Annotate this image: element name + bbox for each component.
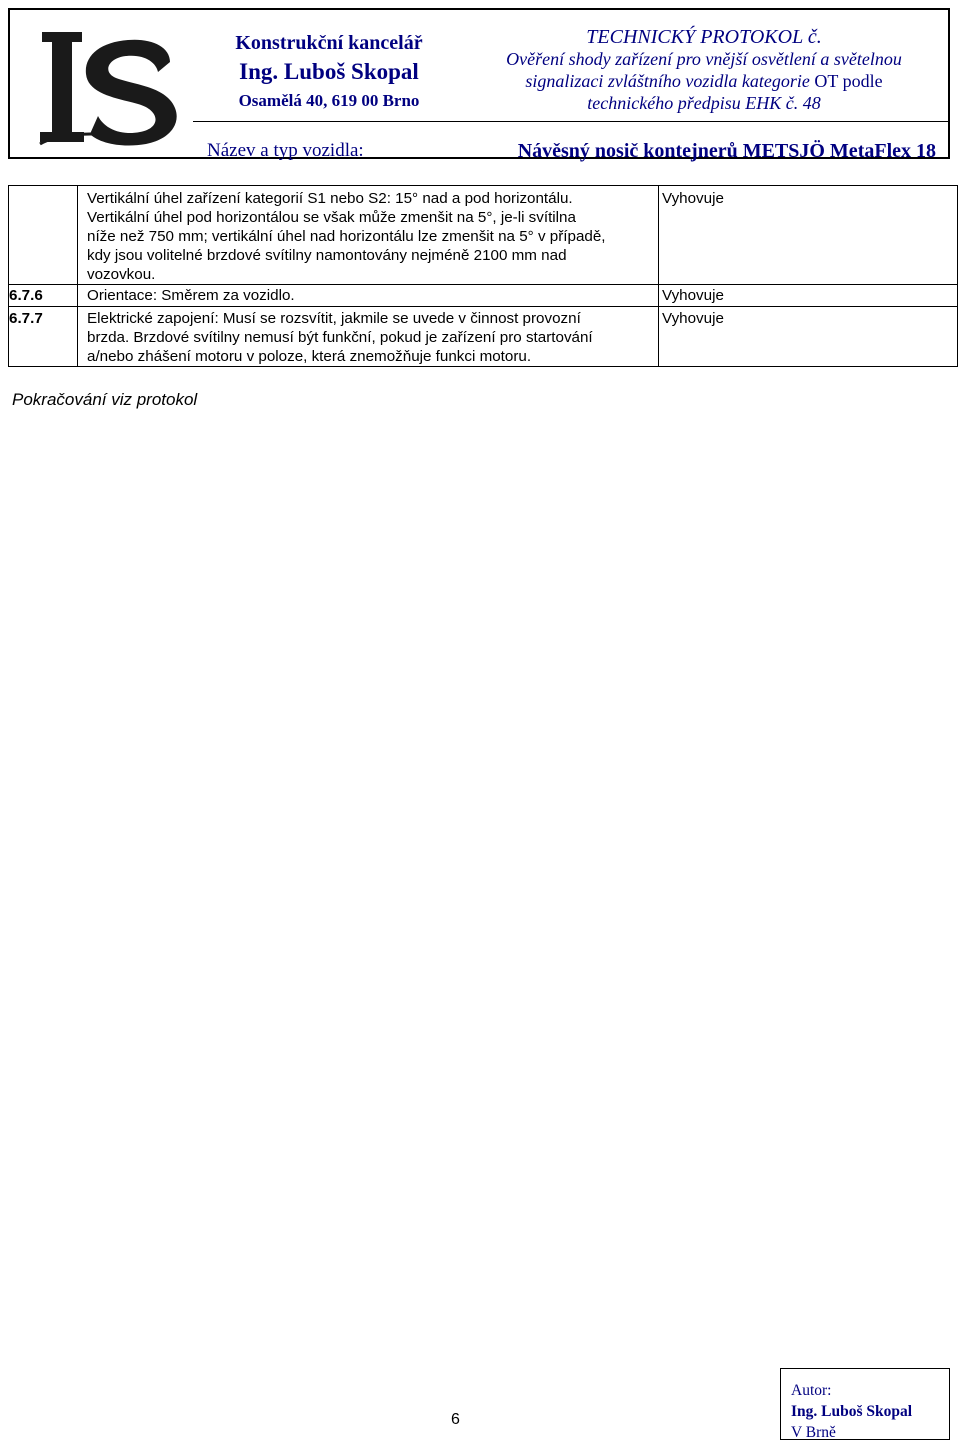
document-header	[8, 8, 950, 162]
row-result: Vyhovuje	[659, 186, 958, 285]
row-text-line: vozovkou.	[87, 266, 156, 283]
author-box	[780, 1368, 950, 1440]
row-number: 6.7.7	[9, 307, 78, 367]
row-text	[78, 186, 659, 285]
page-number: 6	[451, 1411, 460, 1428]
row-text-line: níže než 750 mm; vertikální úhel nad horizontálu lze zmenšit na 5° v případě,	[87, 228, 606, 245]
row-text-line: Vertikální úhel zařízení kategorií S1 nebo S2: 15° nad a pod horizontálu.	[87, 190, 573, 207]
author-name: Ing. Luboš Skopal	[791, 1403, 913, 1420]
protocol-line-2-part-a: signalizaci zvláštního vozidla kategorie	[525, 71, 815, 91]
company-name: Konstrukční kancelář	[235, 32, 423, 54]
table-row	[9, 186, 958, 285]
protocol-line-3: technického předpisu EHK č. 48	[587, 93, 821, 113]
row-text-line: Elektrické zapojení: Musí se rozsvítit, jakmile se uvede v činnost provozní	[87, 310, 581, 327]
author-place: V Brně	[791, 1424, 836, 1441]
author-label: Autor:	[791, 1382, 832, 1399]
row-result: Vyhovuje	[659, 307, 958, 367]
row-text-line: Orientace: Směrem za vozidlo.	[87, 287, 295, 304]
row-text-line: kdy jsou volitelné brzdové svítilny namontovány nejméně 2100 mm nad	[87, 247, 567, 264]
row-text-line: Vertikální úhel pod horizontálou se však může zmenšit na 5°, je-li svítilna	[87, 209, 576, 226]
vehicle-label: Název a typ vozidla:	[207, 140, 364, 161]
vehicle-category: OT	[814, 71, 839, 91]
continued-note: Pokračování viz protokol	[12, 390, 198, 409]
protocol-line-2	[462, 70, 946, 92]
is-monogram-logo	[20, 24, 188, 150]
company-person: Ing. Luboš Skopal	[239, 59, 419, 84]
row-text-line: a/nebo zhášení motoru v poloze, která znemožňuje funkci motoru.	[87, 348, 532, 365]
row-text	[78, 285, 659, 307]
table-row	[9, 285, 958, 307]
table-row	[9, 307, 958, 367]
row-number: 6.7.6	[9, 285, 78, 307]
spec-table	[8, 185, 958, 367]
company-block	[203, 30, 455, 112]
header-divider	[193, 121, 948, 122]
vehicle-name: Návěsný nosič kontejnerů METSJÖ MetaFlex 18	[517, 140, 936, 162]
protocol-title: TECHNICKÝ PROTOKOL č.	[586, 26, 822, 48]
row-text-line: brzda. Brzdové svítilny nemusí být funkční, pokud je zařízení pro startování	[87, 329, 593, 346]
protocol-title-block	[462, 26, 946, 114]
row-number	[9, 186, 78, 285]
protocol-line-2-part-c: podle	[838, 71, 883, 91]
row-text	[78, 307, 659, 367]
company-address: Osamělá 40, 619 00 Brno	[238, 91, 420, 110]
row-result: Vyhovuje	[659, 285, 958, 307]
protocol-line-1: Ověření shody zařízení pro vnější osvětlení a světelnou	[506, 49, 902, 69]
